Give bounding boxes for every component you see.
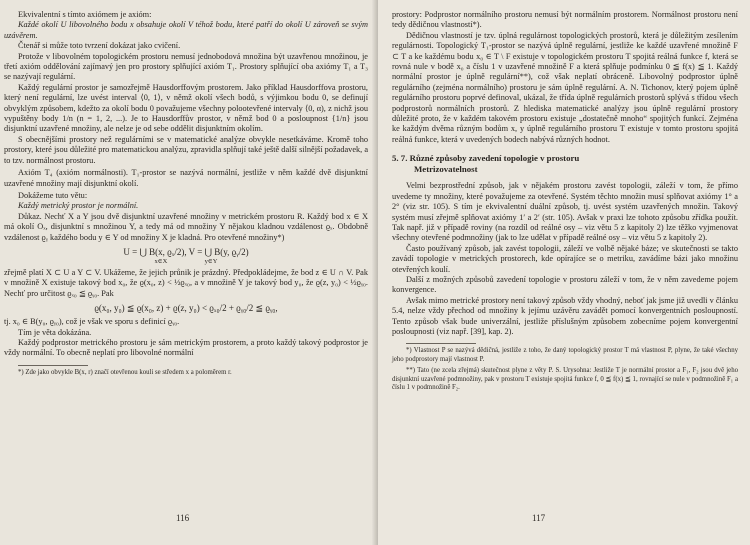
paragraph: Každý podprostor metrického prostoru je sám metrickým prostorem, a proto každý takový podprostor je vždy normální. To obecně neplatí pro libovolné normální (4, 337, 368, 358)
paragraph: Avšak mimo metrické prostory není takový způsob vždy vhodný, neboť jak jsme již uvedli v článku 5.4, nelze vždy přechod od množiny k jejímu uzávěru zavádět pomocí konvergentních posloupností. Tento způsob však bude univerzální, jestliže příslušným způsobem zobecníme pojem konvergentní posloupnosti (viz např. [39], kap. 2). (392, 295, 738, 336)
footnote-rule (18, 365, 88, 366)
section-heading (392, 153, 738, 175)
paragraph: Velmi bezprostřední způsob, jak v nějakém prostoru zavést topologii, záleží v tom, že přímo uvedeme ty množiny, které považujeme za otevřené. Systém těchto množin musí splňovat axiómy 1° a 2° (viz str. 105). S tím je ekvivalentní duální způsob, tj. uvést systém uzavřených množin. Takový systém musí zřejmě splňovat axiómy 1′ a 2′ (str. 105). Avšak v praxi lze tohoto způsobu zřídka použít. Tak např. již v případě roviny (na rozdíl od reálné osy – viz větu 5 z kapitoly 2) lze těžko vyjmenovat všechny otevřené podmnožiny (jak to lze udělat v případě reálné osy – viz větu 5 z kapitoly 2). (392, 181, 738, 243)
paragraph: Každý regulární prostor je samozřejmě Hausdorffovým prostorem. Jako příklad Hausdorffova prostoru, který není regulární, lze uvést interval ⟨0, 1⟩, v němž okolí všech bodů, s výjimkou bodu 0, se definují obvyklým způsobem, kdežto za okolí bodu 0 považujeme všechny polootevřené intervaly ⟨0, α), z nichž jsou vypuštěny body 1/n (n = 1, 2, ...). Je to Hausdorffův prostor, v němž bod 0 a posloupnost {1/n} jsou disjunktní uzavřené množiny, ale nelze je od sebe oddělit disjunktním okolím. (4, 82, 368, 134)
paragraph: zřejmě platí X ⊂ U a Y ⊂ V. Ukážeme, že jejich průnik je prázdný. Předpokládejme, že bod z ∈ U ∩ V. Pak v množině X existuje takový bod x₀, že ϱ(x₀, z) < ½ϱₓ₀, a v množině Y je takový bod y₀, že ϱ(z, y₀) < ½ϱᵧ₀. Nechť pro určitost ϱₓ₀ ≦ ϱᵧ₀. Pak (4, 267, 368, 298)
paragraph: prostory: Podprostor normálního prostoru nemusí být normálním prostorem. Normálnost prostoru není tedy dědičnou vlastností*). (392, 10, 738, 30)
page-number: 117 (532, 513, 546, 523)
paragraph: Axióm T₄ (axióm normálnosti). T₁-prostor se nazývá normální, jestliže v něm každé dvě disjunktní uzavřené množiny mají disjunktní okolí. (4, 168, 368, 188)
paragraph: Dědičnou vlastností je tzv. úplná regulárnost topologických prostorů, která je důležitým zesílením regulárnosti. Topologický T₁-prostor se nazývá úplně regulární, jestliže ke každé uzavřené množině F ⊂ T a ke každému bodu x₀ ∈ T \ F existuje v topologickém prostoru T spojitá reálná funkce f, která se rovná nule v bodě x₀ a číslu 1 v uzavřené množině F a která splňuje podmínku 0 ≦ f(x) ≦ 1. Každý normální prostor je úplně regulární**), což však neplatí obráceně. Libovolný podprostor úplně regulárního (zejména normálního) prostoru je sám úplně regulární. A. N. Tichonov, který pojem úplně regulárního prostoru poprvé definoval, ukázal, že třída úplně regulárních prostorů splývá s třídou všech podprostorů normálních prostorů. Z hlediska matematické analýzy jsou úplně regulární prostory důležité proto, že v každém takovém prostoru existuje „dostatečně mnoho“ spojitých funkcí. Zejména ke každým dvěma různým bodům x, y úplně regulárního prostoru T existuje v tomto prostoru spojitá reálná funkce, která v uvedených bodech nabývá různých hodnot. (392, 30, 738, 144)
equation-union (4, 246, 368, 265)
equation-triangle-inequality: ϱ(x₀, y₀) ≦ ϱ(x₀, z) + ϱ(z, y₀) < ϱₓ₀/2 + ϱᵧ₀/2 ≦ ϱᵧ₀, (94, 303, 278, 314)
paragraph: Důkaz. Nechť X a Y jsou dvě disjunktní uzavřené množiny v metrickém prostoru R. Každý bod x ∈ X má okolí Oₓ, disjunktní s množinou Y, a tedy má od množiny Y nějakou kladnou vzdálenost ϱₓ. Obdobně vzdálenost ϱᵧ každého bodu y ∈ Y od množiny X je kladná. Pro otevřené množiny*) (4, 211, 368, 242)
paragraph: Další z možných způsobů zavedení topologie v prostoru záleží v tom, že v něm zavedeme pojem konvergence. (392, 274, 738, 295)
footnote-rule (406, 343, 476, 344)
paragraph: Často používaný způsob, jak zavést topologii, záleží ve volbě nějaké báze; ve skutečnosti se takto zavádí topologie v metrických prostorech, kde opírajíce se o metriku, zavádíme bázi jako množinu otevřených koulí. (392, 243, 738, 274)
paragraph: Dokážeme tuto větu: (18, 190, 88, 200)
paragraph: S obecnějšími prostory než regulárními se v matematické analýze obvykle nesetkáváme. Kromě toho prostory, které jsou důležité pro matematickou analýzu, zpravidla splňují také ještě další silnější požadavek, a to tzv. normálnost prostoru. (4, 134, 368, 165)
paragraph: Každý metrický prostor je normální. (18, 201, 139, 211)
paragraph: tj. x₀ ∈ B(y₀, ϱᵧ₀), což je však ve sporu s definicí ϱᵧ₀. (4, 317, 180, 327)
section-heading-line1: 5. 7. Různé způsoby zavedení topologie v prostoru (392, 153, 580, 164)
paragraph: Protože v libovolném topologickém prostoru nemusí jednobodová množina být uzavřenou množinou, je třetí axióm oddělování zajímavý jen pro prostory splňující axióm T₁. Prostory splňující oba axiómy T₁ a T₃ se nazývají regulární. (4, 51, 368, 82)
footnote: *) Zde jako obvykle B(x, r) značí otevřenou kouli se středem x a poloměrem r. (18, 368, 232, 376)
equation-subscripts: x∈X y∈Y (154, 257, 218, 265)
page-number: 116 (176, 513, 190, 523)
section-heading-line2: Metrizovatelnost (414, 164, 478, 175)
paragraph: Tím je věta dokázána. (18, 327, 92, 337)
footnote: *) Vlastnost P se nazývá dědičná, jestliže z toho, že daný topologický prostor T má vlastnost P, plyne, že také všechny jeho podprostory mají vlastnost P. (392, 347, 738, 363)
right-page (378, 0, 750, 545)
paragraph: Ekvivalentní s tímto axiómem je axióm: (18, 10, 152, 19)
paragraph: Čtenář si může toto tvrzení dokázat jako cvičení. (18, 41, 181, 51)
equation-main: U = ⋃ B(x, ϱₓ/2), V = ⋃ B(y, ϱᵧ/2) (123, 246, 249, 257)
footnote: **) Tato (ne zcela zřejmá) skutečnost plyne z věty P. S. Urysohna: Jestliže T je normální prostor a F₁, F₂ jsou dvě jeho disjunktní uzavřené podmnožiny, pak v prostoru T existuje spojitá funkce f, 0 ≦ f(x) ≦ 1, rovnající se nule v podmnožině F₁ a číslu 1 v podmnožině F₂. (392, 367, 738, 391)
paragraph: Každé okolí U libovolného bodu x obsahuje okolí V téhož bodu, které patří do okolí U zároveň se svým uzávěrem. (4, 20, 368, 40)
